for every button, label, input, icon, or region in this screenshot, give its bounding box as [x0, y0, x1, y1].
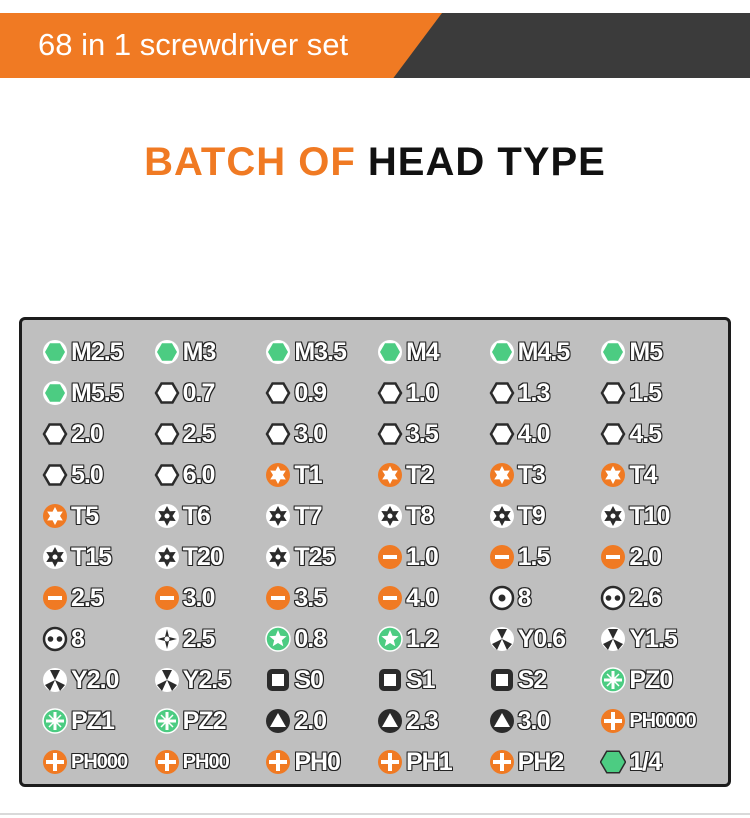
slotted-icon: [377, 585, 406, 611]
phillips-icon: [489, 749, 518, 775]
tri-wing-icon: [600, 626, 629, 652]
bit-item: [42, 744, 154, 780]
bit-label: T2: [405, 460, 434, 489]
bit-item: [600, 498, 712, 534]
triangle-icon: [265, 708, 294, 734]
bit-label: 0.7: [182, 378, 215, 407]
bit-item: [377, 744, 489, 780]
bit-label: 3.5: [294, 583, 327, 612]
torx-security-icon: [377, 503, 406, 529]
triangle-icon: [377, 708, 406, 734]
slotted-icon: [42, 585, 71, 611]
two-dot-icon: [42, 626, 71, 652]
bit-label: 8: [517, 583, 531, 612]
bit-label: 2.6: [629, 583, 662, 612]
bit-item: [489, 621, 601, 657]
bit-label: PZ2: [182, 706, 226, 735]
bit-item: [265, 539, 377, 575]
slotted-icon: [154, 585, 183, 611]
hex-filled-icon: [42, 339, 71, 365]
bit-item: [600, 621, 712, 657]
bit-label: M4.5: [517, 337, 570, 366]
bit-panel: [19, 317, 731, 787]
hex-outline-icon: [489, 421, 518, 447]
cross-dot-icon: [154, 626, 183, 652]
bit-item: [42, 662, 154, 698]
bit-label: T10: [629, 501, 670, 530]
bit-label: 6.0: [182, 460, 215, 489]
bit-item: [154, 621, 266, 657]
bit-label: PH000: [71, 750, 128, 773]
pentalobe-star-icon: [265, 626, 294, 652]
hex-filled-icon: [489, 339, 518, 365]
bit-item: [42, 539, 154, 575]
bit-item: [265, 457, 377, 493]
bit-label: 4.0: [517, 419, 550, 448]
bit-item: [42, 621, 154, 657]
bit-label: 3.0: [182, 583, 215, 612]
phillips-icon: [154, 749, 183, 775]
bit-item: [600, 334, 712, 370]
bit-item: [265, 498, 377, 534]
bit-item: [600, 580, 712, 616]
bit-item: [265, 416, 377, 452]
pozidriv-icon: [154, 708, 183, 734]
bit-label: 2.3: [405, 706, 438, 735]
hex-filled-icon: [600, 339, 629, 365]
bit-item: [377, 703, 489, 739]
bit-label: M4: [405, 337, 439, 366]
bit-item: [265, 744, 377, 780]
bit-item: [489, 375, 601, 411]
bit-label: M5: [629, 337, 663, 366]
hex-outline-icon: [377, 421, 406, 447]
headline: [0, 138, 750, 186]
pozidriv-icon: [42, 708, 71, 734]
bit-item: [154, 334, 266, 370]
bit-label: T15: [71, 542, 112, 571]
bit-label: T4: [629, 460, 657, 489]
bit-item: [42, 580, 154, 616]
bit-label: 5.0: [71, 460, 103, 489]
hex-outline-icon: [154, 380, 183, 406]
bit-item: [42, 457, 154, 493]
hex-filled-icon: [42, 380, 71, 406]
bit-label: 4.0: [405, 583, 438, 612]
bit-label: T6: [182, 501, 210, 530]
bit-label: M3: [182, 337, 216, 366]
bit-item: [265, 703, 377, 739]
bit-item: [377, 662, 489, 698]
bit-label: T8: [405, 501, 434, 530]
bit-item: [600, 457, 712, 493]
bit-label: PH1: [405, 747, 452, 776]
bit-label: 3.5: [405, 419, 438, 448]
bit-label: 0.9: [294, 378, 327, 407]
hex-outline-icon: [42, 462, 71, 488]
tri-wing-icon: [489, 626, 518, 652]
hex-green-large-icon: [600, 749, 629, 775]
bit-item: [154, 498, 266, 534]
hex-outline-icon: [600, 421, 629, 447]
bit-label: 2.5: [182, 624, 215, 653]
bit-label: 0.8: [294, 624, 327, 653]
bit-label: Y0.6: [517, 624, 566, 653]
bit-item: [600, 416, 712, 452]
hex-outline-icon: [42, 421, 71, 447]
hex-outline-icon: [265, 380, 294, 406]
bit-label: 1.2: [405, 624, 438, 653]
bit-item: [265, 375, 377, 411]
bit-label: Y2.0: [71, 665, 119, 694]
bit-item: [154, 457, 266, 493]
bit-label: 1/4: [629, 747, 662, 776]
bit-label: PH0: [294, 747, 340, 776]
headline-part2: HEAD TYPE: [367, 140, 606, 184]
bit-item: [377, 580, 489, 616]
bit-item: [377, 621, 489, 657]
bit-item: [154, 539, 266, 575]
torx-security-icon: [42, 544, 71, 570]
slotted-icon: [377, 544, 406, 570]
bit-label: T7: [294, 501, 322, 530]
torx-security-icon: [489, 503, 518, 529]
bit-item: [265, 334, 377, 370]
bit-label: PH2: [517, 747, 564, 776]
bit-item: [600, 744, 712, 780]
hex-outline-icon: [265, 421, 294, 447]
bit-item: [377, 375, 489, 411]
torx-security-icon: [265, 544, 294, 570]
bit-label: 1.5: [517, 542, 550, 571]
torx-icon: [377, 462, 406, 488]
torx-security-icon: [154, 503, 183, 529]
bit-label: PZ1: [71, 706, 114, 735]
bit-label: S0: [294, 665, 323, 694]
bit-label: M5.5: [71, 378, 123, 407]
bit-item: [154, 375, 266, 411]
bit-item: [489, 662, 601, 698]
phillips-icon: [265, 749, 294, 775]
slotted-icon: [265, 585, 294, 611]
bit-item: [42, 375, 154, 411]
bit-label: T20: [182, 542, 223, 571]
torx-icon: [489, 462, 518, 488]
torx-security-icon: [265, 503, 294, 529]
bit-item: [377, 334, 489, 370]
bit-label: 3.0: [517, 706, 550, 735]
bit-item: [377, 498, 489, 534]
hex-outline-icon: [600, 380, 629, 406]
bit-label: 2.0: [294, 706, 327, 735]
pentalobe-dot-icon: [489, 585, 518, 611]
bit-item: [154, 580, 266, 616]
two-dot-icon: [600, 585, 629, 611]
bit-item: [600, 703, 712, 739]
torx-security-icon: [154, 544, 183, 570]
headline-part1: BATCH OF: [144, 140, 356, 184]
bit-label: 2.5: [71, 583, 103, 612]
bit-label: 4.5: [629, 419, 662, 448]
tri-wing-icon: [154, 667, 183, 693]
bit-item: [42, 334, 154, 370]
bit-item: [265, 580, 377, 616]
bit-label: T1: [294, 460, 322, 489]
footer-divider: [0, 813, 750, 815]
bit-item: [489, 703, 601, 739]
bit-item: [600, 539, 712, 575]
pozidriv-icon: [600, 667, 629, 693]
hex-filled-icon: [265, 339, 294, 365]
bit-label: PH00: [182, 750, 229, 773]
bit-item: [154, 416, 266, 452]
bit-label: PH0000: [629, 709, 696, 732]
hex-outline-icon: [377, 380, 406, 406]
bit-label: 1.3: [517, 378, 550, 407]
hex-filled-icon: [377, 339, 406, 365]
bit-label: 3.0: [294, 419, 327, 448]
bit-item: [154, 744, 266, 780]
bit-label: M3.5: [294, 337, 346, 366]
bit-item: [600, 662, 712, 698]
bit-item: [489, 539, 601, 575]
bit-label: M2.5: [71, 337, 123, 366]
bit-label: 1.0: [405, 542, 438, 571]
bit-label: 2.5: [182, 419, 215, 448]
bit-item: [154, 703, 266, 739]
bit-label: 1.5: [629, 378, 662, 407]
bit-item: [377, 539, 489, 575]
slotted-icon: [489, 544, 518, 570]
bit-item: [265, 662, 377, 698]
bit-label: 8: [71, 624, 84, 653]
bit-label: 2.0: [629, 542, 662, 571]
bit-item: [489, 580, 601, 616]
bit-item: [377, 416, 489, 452]
bit-item: [489, 498, 601, 534]
bit-item: [489, 416, 601, 452]
pentalobe-star-icon: [377, 626, 406, 652]
bit-grid: [42, 334, 712, 780]
bit-item: [42, 498, 154, 534]
bit-label: T5: [71, 501, 99, 530]
bit-label: Y1.5: [629, 624, 677, 653]
bit-item: [600, 375, 712, 411]
torx-icon: [265, 462, 294, 488]
square-icon: [489, 667, 518, 693]
bit-item: [489, 334, 601, 370]
bit-item: [154, 662, 266, 698]
banner: [0, 13, 750, 78]
bit-item: [42, 416, 154, 452]
phillips-icon: [377, 749, 406, 775]
square-icon: [377, 667, 406, 693]
bit-label: S2: [517, 665, 547, 694]
bit-label: Y2.5: [182, 665, 231, 694]
torx-icon: [600, 462, 629, 488]
phillips-icon: [600, 708, 629, 734]
tri-wing-icon: [42, 667, 71, 693]
slotted-icon: [600, 544, 629, 570]
bit-item: [265, 621, 377, 657]
torx-icon: [42, 503, 71, 529]
torx-security-icon: [600, 503, 629, 529]
phillips-icon: [42, 749, 71, 775]
bit-label: T3: [517, 460, 545, 489]
hex-filled-icon: [154, 339, 183, 365]
bit-label: 1.0: [405, 378, 438, 407]
bit-label: PZ0: [629, 665, 673, 694]
bit-label: T9: [517, 501, 545, 530]
bit-item: [489, 744, 601, 780]
bit-label: T25: [294, 542, 335, 571]
bit-item: [377, 457, 489, 493]
bit-label: 2.0: [71, 419, 103, 448]
hex-outline-icon: [154, 421, 183, 447]
bit-label: S1: [405, 665, 435, 694]
triangle-icon: [489, 708, 518, 734]
hex-outline-icon: [489, 380, 518, 406]
square-icon: [265, 667, 294, 693]
banner-title: 68 in 1 screwdriver set: [38, 27, 349, 62]
hex-outline-icon: [154, 462, 183, 488]
bit-item: [42, 703, 154, 739]
bit-item: [489, 457, 601, 493]
